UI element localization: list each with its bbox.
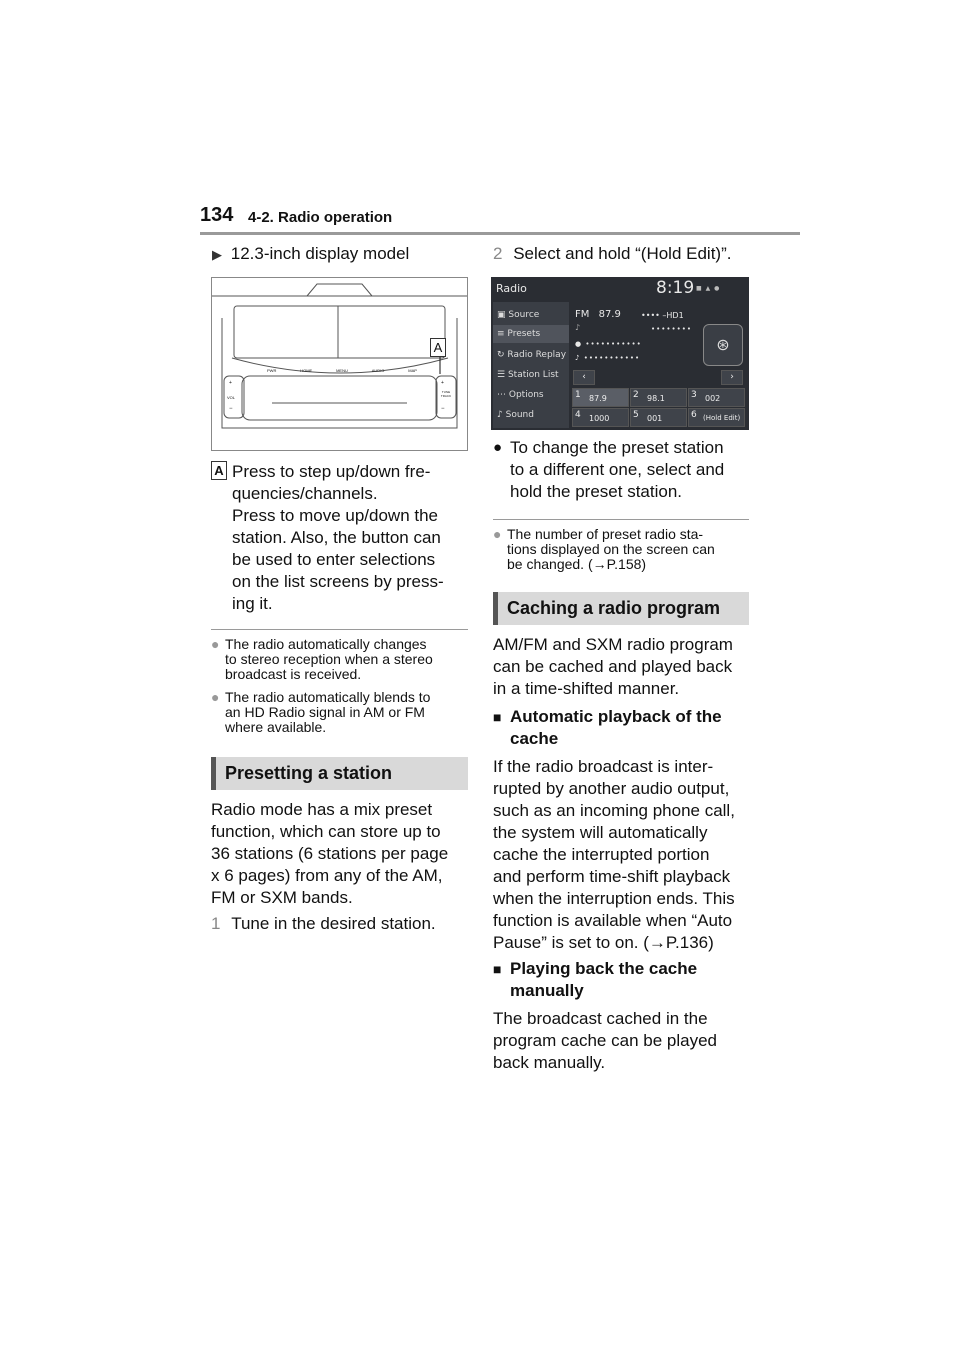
- bullet-dot-icon: ●: [211, 636, 220, 652]
- vol-plus[interactable]: +: [229, 380, 232, 386]
- preset-count-note: ● The number of preset radio sta- tions displayed on the screen can be changed. (→P.158): [493, 526, 715, 572]
- square-bullet-icon: ■: [493, 709, 502, 725]
- manual-playback-subheading: ■ Playing back the cache manually: [493, 959, 698, 1000]
- band-freq: FM 87.9: [575, 309, 621, 320]
- caching-heading: Caching a radio program: [493, 592, 749, 625]
- auto-playback-subheading: ■ Automatic playback of the cache: [493, 707, 722, 748]
- bullet-dot-icon: ●: [211, 689, 220, 705]
- menu-source[interactable]: ▣ Source: [497, 310, 540, 320]
- menu-station-list[interactable]: ☰ Station List: [497, 370, 559, 380]
- radio-menu: [493, 302, 569, 428]
- volume-icon: ♪: [575, 323, 581, 332]
- dash-button-row: [267, 368, 417, 373]
- menu-options[interactable]: ⋯ Options: [497, 390, 544, 400]
- step-1: [211, 913, 436, 935]
- preset-button-2[interactable]: 2 98.1: [630, 388, 687, 407]
- bullet-dot-icon: ●: [493, 526, 502, 542]
- dashboard-drawing: [212, 278, 467, 450]
- callout-a-label: A: [430, 338, 446, 357]
- speaker-icon: ♪: [497, 410, 503, 420]
- vol-minus[interactable]: −: [229, 406, 233, 412]
- options-icon: ⋯: [497, 390, 506, 400]
- vol-label: VOL: [227, 395, 236, 400]
- source-icon: ▣: [497, 310, 506, 320]
- presetting-heading: Presetting a station: [211, 757, 468, 790]
- change-preset-bullet: ● To change the preset station to a different one, select and hold the preset station.: [493, 438, 725, 501]
- page-number: 134: [200, 204, 234, 226]
- music-note-icon: ♪: [575, 354, 581, 362]
- presetting-paragraph: Radio mode has a mix preset function, which can store up to 36 stations (6 stations per page x 6 pages) from any of the AM, FM or SXM bands.: [211, 800, 449, 907]
- chevron-left-icon: ‹: [582, 372, 586, 382]
- triangle-icon: ▶: [212, 247, 222, 262]
- station-list-icon: ☰: [497, 370, 506, 380]
- note-rule: [493, 519, 749, 520]
- manual-playback-paragraph: The broadcast cached in the program cache can be played back manually.: [493, 1009, 717, 1072]
- preset-button-3[interactable]: 3 002: [688, 388, 745, 407]
- page-prev-button[interactable]: [573, 370, 595, 385]
- step-2-text: Select and hold “(Hold Edit)”.: [513, 244, 732, 263]
- replay-icon: ↻: [497, 350, 505, 360]
- presets-icon: ≡: [497, 329, 505, 339]
- pwr-button[interactable]: PWR: [267, 368, 277, 373]
- note-stereo: ● The radio automatically changes to stereo reception when a stereo broadcast is received.: [211, 636, 433, 682]
- menu-radio-replay[interactable]: ↻ Radio Replay: [497, 350, 567, 360]
- status-icons: ■ ▲ ●: [696, 285, 721, 292]
- callout-a-description: Press to step up/down fre- quencies/channels. Press to move up/down the station. Also, the button can be used to enter selections on the list screens by press- ing it.: [232, 462, 444, 613]
- callout-a: A: [211, 461, 227, 480]
- header-rule: [200, 232, 800, 235]
- radio-title: Radio: [496, 282, 527, 295]
- preset-button-6-hold-edit[interactable]: 6 (Hold Edit): [688, 408, 745, 427]
- song-line: ♪ •••••••••••: [575, 354, 641, 362]
- radio-screen: [491, 277, 749, 430]
- filled-circle-icon: ●: [493, 439, 503, 456]
- signal-antenna-icon: ⊛: [703, 324, 743, 366]
- chevron-right-icon: ›: [730, 372, 734, 382]
- step-1-text: Tune in the desired station.: [231, 914, 436, 933]
- page-next-button[interactable]: [721, 370, 743, 385]
- tune-minus[interactable]: −: [441, 406, 445, 412]
- station-name: ••••••••: [651, 325, 693, 333]
- square-bullet-icon: ■: [493, 961, 502, 977]
- hd-indicator: •••• –HD1: [641, 311, 684, 320]
- menu-presets[interactable]: ≡ Presets: [493, 325, 569, 343]
- preset-button-1[interactable]: 1 87.9: [572, 388, 629, 407]
- auto-playback-paragraph: If the radio broadcast is inter- rupted by another audio output, such as an incoming phone call, the system will automatically cache the interrupted portion and perform time-shift playback when the interruption ends. This function is available when “Auto Pause” is set to on. (→P.136): [493, 757, 735, 952]
- artist-line: ● •••••••••••: [575, 340, 642, 348]
- note-hd-radio: ● The radio automatically blends to an HD Radio signal in AM or FM where available.: [211, 689, 431, 735]
- step-2: [493, 243, 731, 265]
- menu-button[interactable]: MENU: [336, 368, 348, 373]
- map-button[interactable]: MAP: [408, 368, 417, 373]
- tune-plus[interactable]: +: [441, 380, 444, 386]
- step-1-number: 1: [211, 914, 221, 933]
- menu-sound[interactable]: ♪ Sound: [497, 410, 534, 420]
- radio-time: 8:19: [656, 278, 695, 298]
- section-title: 4-2. Radio operation: [248, 209, 393, 226]
- step-2-number: 2: [493, 244, 503, 263]
- note-rule: [211, 629, 468, 630]
- audio-button[interactable]: AUDIO: [371, 368, 385, 373]
- model-label: ▶ 12.3-inch display model: [212, 244, 410, 263]
- person-icon: ●: [575, 340, 583, 348]
- home-button[interactable]: HOME: [300, 368, 313, 373]
- preset-button-4[interactable]: 4 1000: [572, 408, 629, 427]
- dashboard-illustration: [211, 277, 468, 451]
- tune-track-label: TUNE TRACK: [440, 390, 452, 398]
- preset-button-5[interactable]: 5 001: [630, 408, 687, 427]
- caching-paragraph: AM/FM and SXM radio program can be cached and played back in a time-shifted manner.: [493, 635, 733, 698]
